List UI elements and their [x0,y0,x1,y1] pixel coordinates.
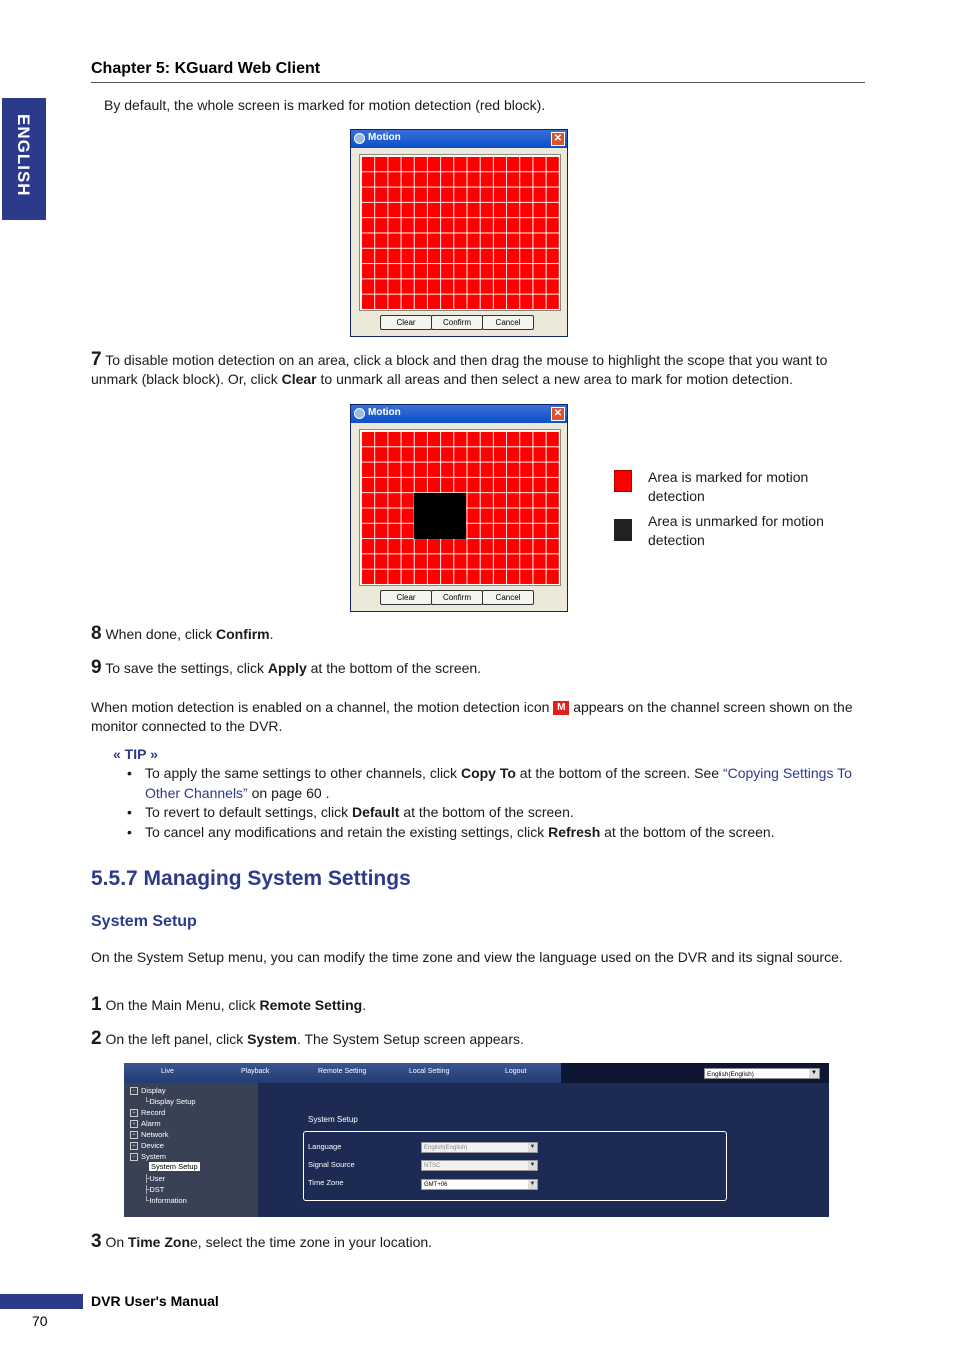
top-nav-bar [124,1063,829,1083]
cancel-button[interactable]: Cancel [482,315,534,330]
tree-system-setup[interactable]: System Setup [151,1162,198,1171]
side-tab-label: ENGLISH [14,114,33,197]
unmarked-swatch [614,519,632,541]
step-8 [91,624,274,644]
clear-button[interactable]: Clear [380,315,432,330]
tip-bold: Default [351,804,400,820]
marked-swatch [614,470,632,492]
step-number: 1 [91,994,102,1015]
tree-label: User [149,1174,166,1183]
tree-label: DST [149,1185,165,1194]
confirm-button[interactable]: Confirm [431,590,483,605]
tip-text: To revert to default settings, click [145,804,352,820]
footer-bar [0,1294,83,1309]
step-number: 3 [91,1231,102,1252]
signal-source-label: Signal Source [308,1160,355,1169]
expand-icon[interactable]: + [130,1131,138,1139]
dialog-titlebar [351,405,567,423]
tree-record[interactable] [130,1108,165,1117]
time-zone-select[interactable] [421,1179,538,1190]
motion-dialog-full [350,129,568,337]
legend-marked: Area is marked for motion detection [648,469,809,504]
step-text: On the left panel, click [105,1031,248,1047]
footer-manual-title: DVR User's Manual [91,1293,219,1309]
tip-label: « TIP » [113,746,158,762]
step-7 [91,350,866,389]
step-3 [91,1232,432,1252]
language-field [421,1142,538,1153]
tree-label: Network [141,1130,169,1139]
dialog-title: Motion [368,407,401,418]
tip-list [125,764,865,842]
step-2 [91,1029,524,1049]
tip-text: To cancel any modifications and retain the existing settings, click [145,823,549,840]
step-text: . [362,997,367,1013]
close-icon[interactable]: ✕ [551,132,565,146]
tree-alarm[interactable] [130,1119,161,1128]
legend-unmarked: Area is unmarked for motion detection [648,513,824,548]
field-value: English(English) [424,1145,468,1151]
step-text: . The System Setup screen appears. [296,1031,524,1047]
tree-label: Device [141,1141,164,1150]
system-setup-title: System Setup [308,1115,358,1124]
left-tree-panel [124,1083,258,1217]
tip-text: at the bottom of the screen. [600,823,775,840]
nav-local-setting[interactable]: Local Setting [409,1068,450,1075]
step-bold: Confirm [215,626,270,642]
step-text: to unmark all areas and then select a new area to mark for motion detection. [316,371,793,387]
tree-label: System [141,1152,167,1161]
time-zone-label: Time Zone [308,1178,344,1187]
tree-label: Information [149,1196,187,1205]
tree-system[interactable] [130,1152,166,1161]
tip-item [125,803,865,823]
dialog-titlebar [351,130,567,148]
dialog-title: Motion [368,132,401,143]
expand-icon[interactable]: + [130,1142,138,1150]
step-text: On the Main Menu, click [105,997,260,1013]
tree-network[interactable] [130,1130,169,1139]
chapter-header: Chapter 5: KGuard Web Client [91,60,321,77]
tip-item [125,823,865,843]
step-text: e, select the time zone in your location. [190,1234,433,1250]
system-setup-screenshot [124,1063,829,1217]
motion-icon-paragraph [91,698,866,736]
motion-detection-icon: M [553,701,569,715]
step-number: 7 [91,349,102,370]
tip-text: at the bottom of the screen. [399,804,574,820]
field-value: NTSC [424,1163,441,1169]
step-1 [91,995,366,1015]
step-bold: Time Zon [128,1234,191,1250]
tree-label: Record [141,1108,166,1117]
motion-dialog-partial [350,404,568,612]
motion-app-icon [354,133,365,144]
intro-text: By default, the whole screen is marked for motion detection (red block). [104,97,546,113]
tip-text: To apply the same settings to other channels, click [145,765,461,781]
tree-display-setup[interactable]: └Display Setup [144,1097,196,1106]
para-text: appears on the channel screen shown on the monitor connected to the DVR. [91,699,853,734]
language-side-tab [2,98,46,220]
tip-bold: Refresh [548,823,601,840]
step-bold: System [247,1031,297,1047]
tree-label: Display [141,1086,166,1095]
copying-settings-link[interactable]: “Copying Settings To Other Channels” [145,765,852,801]
language-label: Language [308,1142,342,1151]
step-number: 2 [91,1028,102,1049]
step-bold: Remote Setting [259,997,363,1013]
step-text: . [269,626,274,642]
chevron-down-icon: ▼ [809,1069,819,1078]
step-9 [91,658,481,678]
motion-grid[interactable] [359,154,561,311]
cancel-button[interactable]: Cancel [482,590,534,605]
tip-text: at the bottom of the screen. See [515,765,723,781]
step-text: To save the settings, click [105,660,268,676]
language-select[interactable] [704,1068,820,1079]
close-icon[interactable]: ✕ [551,407,565,421]
step-text: at the bottom of the screen. [306,660,482,676]
tree-display[interactable] [130,1086,166,1095]
step-bold: Apply [267,660,307,676]
field-value: GMT+06 [424,1182,448,1188]
clear-button[interactable]: Clear [380,590,432,605]
tip-text: on page 60 . [247,784,330,801]
chevron-down-icon: ▼ [529,1162,536,1168]
para-text: When motion detection is enabled on a channel, the motion detection icon [91,699,554,715]
nav-playback[interactable]: Playback [241,1068,270,1075]
tree-information[interactable]: └Information [144,1196,187,1205]
unmarked-block[interactable] [414,493,466,539]
tip-item [125,764,865,803]
tree-label: Display Setup [149,1097,196,1106]
step-text: To disable motion detection on an area, click a block and then drag the mouse to highlight the scope that you want to unmark (black block). Or, click [91,352,828,387]
motion-grid[interactable] [359,429,561,586]
motion-grid-cells[interactable] [361,156,559,309]
step-bold: Clear [281,371,317,387]
language-select-value: English(English) [707,1071,754,1078]
step-text: On [105,1234,129,1250]
step-number: 8 [91,623,102,644]
page-number: 70 [32,1313,48,1329]
tip-bold: Copy To [460,765,516,781]
chevron-down-icon: ▼ [529,1144,536,1150]
expand-icon[interactable]: + [130,1109,138,1117]
signal-source-field [421,1160,538,1171]
confirm-button[interactable]: Confirm [431,315,483,330]
subsection-title: System Setup [91,913,197,930]
step-text: When done, click [105,626,216,642]
chevron-down-icon[interactable]: ▼ [529,1181,536,1187]
motion-app-icon [354,408,365,419]
tree-user[interactable]: ├User [144,1174,166,1183]
section-title: 5.5.7 Managing System Settings [91,867,411,890]
system-intro: On the System Setup menu, you can modify the time zone and view the language used on the DVR and its signal source. [91,949,843,965]
nav-remote-setting[interactable]: Remote Setting [318,1068,367,1075]
tree-label: Alarm [141,1119,161,1128]
tree-device[interactable] [130,1141,164,1150]
collapse-icon[interactable]: − [130,1153,138,1161]
nav-live[interactable]: Live [161,1068,174,1075]
nav-logout[interactable]: Logout [505,1068,527,1075]
expand-icon[interactable]: + [130,1120,138,1128]
header-rule [91,82,865,83]
step-number: 9 [91,657,102,678]
tree-dst[interactable]: ├DST [144,1185,165,1194]
collapse-icon[interactable]: − [130,1087,138,1095]
